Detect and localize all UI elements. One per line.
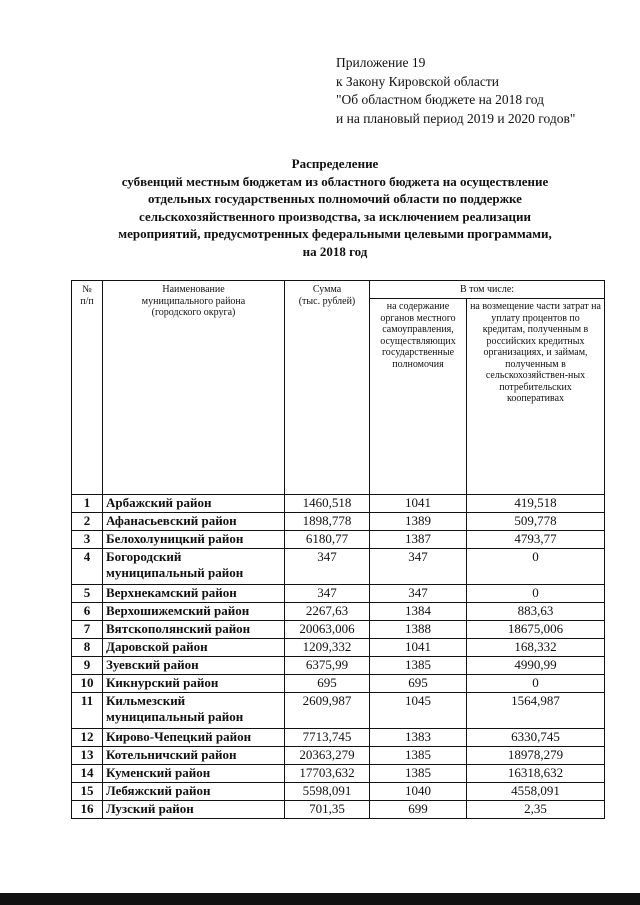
row-sum: 5598,091 xyxy=(285,783,370,801)
row-local-authorities: 1383 xyxy=(370,729,467,747)
scan-edge-bar xyxy=(0,893,640,905)
row-sum: 701,35 xyxy=(285,801,370,819)
row-district-name: Верхнекамский район xyxy=(103,585,285,603)
row-district-name: Кикнурский район xyxy=(103,675,285,693)
row-sum: 17703,632 xyxy=(285,765,370,783)
row-district-name: Вятскополянский район xyxy=(103,621,285,639)
row-interest-compensation: 1564,987 xyxy=(467,693,605,729)
table-row xyxy=(72,585,605,603)
row-local-authorities: 699 xyxy=(370,801,467,819)
row-number: 6 xyxy=(72,603,103,621)
row-interest-compensation: 509,778 xyxy=(467,513,605,531)
row-number: 10 xyxy=(72,675,103,693)
row-interest-compensation: 6330,745 xyxy=(467,729,605,747)
table-row xyxy=(72,531,605,549)
title-line: Распределение xyxy=(291,156,379,171)
title-line: мероприятий, предусмотренных федеральными целевыми программами, xyxy=(118,226,552,241)
header-sum: Сумма (тыс. рублей) xyxy=(285,281,370,495)
row-district-name: Даровской район xyxy=(103,639,285,657)
row-interest-compensation: 883,63 xyxy=(467,603,605,621)
row-number: 8 xyxy=(72,639,103,657)
row-sum: 6375,99 xyxy=(285,657,370,675)
row-local-authorities: 1389 xyxy=(370,513,467,531)
title-line: субвенций местным бюджетам из областного бюджета на осуществление xyxy=(121,173,549,189)
table-row xyxy=(72,801,605,819)
row-interest-compensation: 4558,091 xyxy=(467,783,605,801)
row-interest-compensation: 4793,77 xyxy=(467,531,605,549)
row-district-name: Лузский район xyxy=(103,801,285,819)
row-district-name: Белохолуницкий район xyxy=(103,531,285,549)
row-number: 5 xyxy=(72,585,103,603)
title-line: на 2018 год xyxy=(302,243,368,259)
row-district-name: Верхошижемский район xyxy=(103,603,285,621)
row-sum: 6180,77 xyxy=(285,531,370,549)
table-row xyxy=(72,603,605,621)
row-local-authorities: 1045 xyxy=(370,693,467,729)
row-local-authorities: 1385 xyxy=(370,657,467,675)
row-district-name: Афанасьевский район xyxy=(103,513,285,531)
row-number: 11 xyxy=(72,693,103,729)
row-interest-compensation: 0 xyxy=(467,675,605,693)
row-sum: 20363,279 xyxy=(285,747,370,765)
row-sum: 1460,518 xyxy=(285,495,370,513)
row-number: 14 xyxy=(72,765,103,783)
table-row xyxy=(72,513,605,531)
row-interest-compensation: 2,35 xyxy=(467,801,605,819)
row-district-name: Котельничский район xyxy=(103,747,285,765)
table-row xyxy=(72,675,605,693)
table-row xyxy=(72,783,605,801)
table-body xyxy=(72,495,605,819)
row-interest-compensation: 168,332 xyxy=(467,639,605,657)
row-local-authorities: 347 xyxy=(370,549,467,585)
row-interest-compensation: 0 xyxy=(467,585,605,603)
row-local-authorities: 1385 xyxy=(370,747,467,765)
row-sum: 1898,778 xyxy=(285,513,370,531)
row-sum: 20063,006 xyxy=(285,621,370,639)
row-district-name: Зуевский район xyxy=(103,657,285,675)
table-row xyxy=(72,747,605,765)
row-local-authorities: 1384 xyxy=(370,603,467,621)
row-local-authorities: 1040 xyxy=(370,783,467,801)
table-row xyxy=(72,657,605,675)
title-line: отдельных государственных полномочий области по поддержке xyxy=(148,191,522,206)
row-number: 13 xyxy=(72,747,103,765)
subvention-table xyxy=(71,280,605,819)
table-row xyxy=(72,639,605,657)
row-local-authorities: 1385 xyxy=(370,765,467,783)
row-district-name: Богородский муниципальный район xyxy=(103,549,285,585)
table-row xyxy=(72,729,605,747)
title-line: сельскохозяйственного производства, за исключением реализации xyxy=(139,208,531,224)
row-number: 4 xyxy=(72,549,103,585)
row-district-name: Арбажский район xyxy=(103,495,285,513)
row-local-authorities: 1387 xyxy=(370,531,467,549)
row-number: 3 xyxy=(72,531,103,549)
row-number: 2 xyxy=(72,513,103,531)
row-number: 12 xyxy=(72,729,103,747)
row-district-name: Куменский район xyxy=(103,765,285,783)
row-interest-compensation: 18978,279 xyxy=(467,747,605,765)
table-row xyxy=(72,693,605,729)
row-local-authorities: 1041 xyxy=(370,495,467,513)
row-number: 9 xyxy=(72,657,103,675)
appendix-line: Приложение 19 xyxy=(336,55,426,70)
appendix-block xyxy=(336,54,575,128)
row-district-name: Лебяжский район xyxy=(103,783,285,801)
appendix-line: к Закону Кировской области xyxy=(336,73,500,89)
row-district-name: Кильмезский муниципальный район xyxy=(103,693,285,729)
row-interest-compensation: 4990,99 xyxy=(467,657,605,675)
row-sum: 7713,745 xyxy=(285,729,370,747)
row-local-authorities: 1041 xyxy=(370,639,467,657)
appendix-line: и на плановый период 2019 и 2020 годов" xyxy=(336,110,576,126)
row-sum: 347 xyxy=(285,549,370,585)
header-number: № п/п xyxy=(72,281,103,495)
row-number: 16 xyxy=(72,801,103,819)
row-interest-compensation: 18675,006 xyxy=(467,621,605,639)
appendix-line: "Об областном бюджете на 2018 год xyxy=(336,92,544,107)
header-col-b: на возмещение части затрат на уплату процентов по кредитам, полученным в российских кредитных организациях, и займам, полученным в сельскохозяйствен-ных потребительских кооперативах xyxy=(467,299,605,495)
header-name: Наименование муниципального района (городского округа) xyxy=(103,281,285,495)
row-sum: 2609,987 xyxy=(285,693,370,729)
row-interest-compensation: 16318,632 xyxy=(467,765,605,783)
row-interest-compensation: 0 xyxy=(467,549,605,585)
header-col-a: на содержание органов местного самоуправления, осуществляющих государственные полномочия xyxy=(370,299,467,495)
row-district-name: Кирово-Чепецкий район xyxy=(103,729,285,747)
row-interest-compensation: 419,518 xyxy=(467,495,605,513)
table-row xyxy=(72,495,605,513)
table-row xyxy=(72,549,605,585)
header-including: В том числе: xyxy=(370,281,605,299)
row-number: 1 xyxy=(72,495,103,513)
row-sum: 695 xyxy=(285,675,370,693)
table-row xyxy=(72,765,605,783)
row-local-authorities: 347 xyxy=(370,585,467,603)
row-sum: 347 xyxy=(285,585,370,603)
row-number: 7 xyxy=(72,621,103,639)
row-number: 15 xyxy=(72,783,103,801)
document-title xyxy=(60,155,610,260)
row-sum: 2267,63 xyxy=(285,603,370,621)
row-local-authorities: 695 xyxy=(370,675,467,693)
table-row xyxy=(72,621,605,639)
row-local-authorities: 1388 xyxy=(370,621,467,639)
row-sum: 1209,332 xyxy=(285,639,370,657)
